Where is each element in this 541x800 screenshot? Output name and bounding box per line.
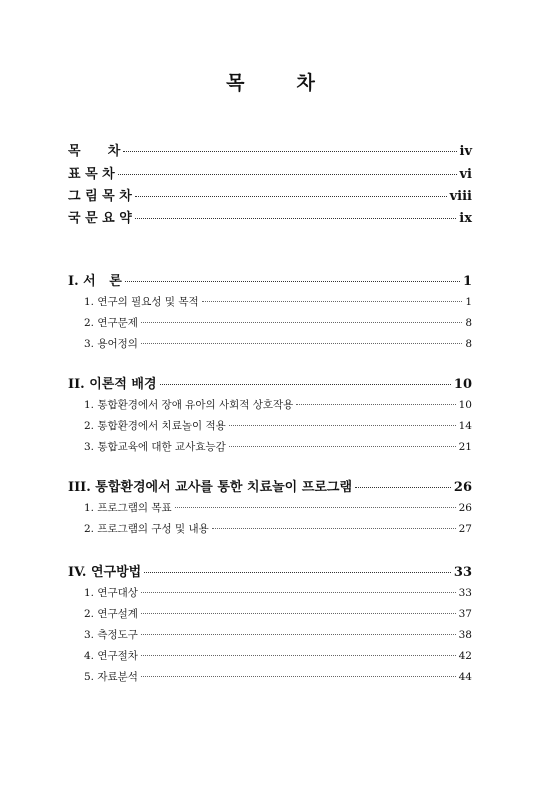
toc-entry-page: vi	[459, 167, 472, 182]
toc-section-label: 3. 통합교육에 대한 교사효능감	[84, 441, 226, 453]
toc-chapter-label: I. 서 론	[68, 274, 122, 289]
dot-leader	[141, 613, 456, 614]
toc-section-page: 33	[458, 587, 472, 599]
toc-section-label: 1. 연구의 필요성 및 목적	[84, 296, 199, 308]
toc-section-label: 5. 자료분석	[84, 671, 138, 683]
dot-leader	[135, 196, 447, 197]
dot-leader	[202, 301, 463, 302]
dot-leader	[229, 425, 456, 426]
toc-section-label: 3. 측정도구	[84, 629, 138, 641]
toc-front-entry[interactable]	[68, 140, 472, 159]
toc-entry-label: 목 차	[68, 144, 121, 159]
page-title-part1: 목	[226, 72, 245, 94]
toc-section-entry[interactable]	[68, 418, 472, 433]
toc-chapter-entry[interactable]	[68, 270, 472, 289]
toc-chapter-page: 33	[453, 565, 472, 580]
toc-entry-label: 국 문 요 약	[68, 211, 132, 226]
dot-leader	[141, 634, 456, 635]
toc-section-entry[interactable]	[68, 627, 472, 642]
toc-section-label: 4. 연구절차	[84, 650, 138, 662]
dot-leader	[296, 404, 455, 405]
toc-front-entry[interactable]	[68, 163, 472, 182]
toc-section-entry[interactable]	[68, 294, 472, 309]
toc-section-page: 38	[458, 629, 472, 641]
toc-entry-page: viii	[449, 189, 472, 204]
toc-section-page: 8	[465, 338, 472, 350]
toc-section-label: 2. 연구설계	[84, 608, 138, 620]
toc-chapter-page: 26	[453, 480, 472, 495]
toc-section-page: 1	[465, 296, 472, 308]
toc-section-entry[interactable]	[68, 439, 472, 454]
dot-leader	[123, 151, 456, 152]
dot-leader	[141, 343, 462, 344]
toc-entry-label: 그 림 목 차	[68, 189, 132, 204]
toc-section-page: 42	[458, 650, 472, 662]
toc-chapter-page: 10	[453, 377, 472, 392]
toc-section-page: 8	[465, 317, 472, 329]
toc-section-entry[interactable]	[68, 669, 472, 684]
dot-leader	[144, 572, 451, 573]
dot-leader	[118, 174, 457, 175]
dot-leader	[212, 528, 456, 529]
toc-section-entry[interactable]	[68, 521, 472, 536]
toc-section-label: 1. 연구대상	[84, 587, 138, 599]
toc-section-label: 2. 통합환경에서 치료놀이 적용	[84, 420, 226, 432]
dot-leader	[141, 322, 462, 323]
toc-section-label: 2. 프로그램의 구성 및 내용	[84, 523, 209, 535]
toc-chapter-label: IV. 연구방법	[68, 565, 142, 580]
toc-section-page: 14	[458, 420, 472, 432]
toc-section-page: 21	[458, 441, 472, 453]
toc-section-entry[interactable]	[68, 315, 472, 330]
toc-section-label: 1. 통합환경에서 장애 유아의 사회적 상호작용	[84, 399, 294, 411]
toc-entry-page: iv	[459, 144, 472, 159]
toc-section-page: 26	[458, 502, 472, 514]
page-title-part2: 차	[296, 72, 315, 94]
toc-section-label: 3. 용어정의	[84, 338, 138, 350]
toc-section-entry[interactable]	[68, 606, 472, 621]
toc-chapter-label: II. 이론적 배경	[68, 377, 157, 392]
toc-section-page: 37	[458, 608, 472, 620]
dot-leader	[135, 218, 456, 219]
toc-section-entry[interactable]	[68, 397, 472, 412]
toc-section-entry[interactable]	[68, 648, 472, 663]
dot-leader	[125, 281, 460, 282]
dot-leader	[141, 676, 456, 677]
toc-section-entry[interactable]	[68, 500, 472, 515]
toc-section-entry[interactable]	[68, 585, 472, 600]
dot-leader	[141, 655, 456, 656]
toc-section-page: 44	[458, 671, 472, 683]
toc-chapter-entry[interactable]	[68, 561, 472, 580]
toc-chapter-page: 1	[462, 274, 472, 289]
toc-section-label: 1. 프로그램의 목표	[84, 502, 172, 514]
toc-chapter-label: III. 통합환경에서 교사를 통한 치료놀이 프로그램	[68, 480, 353, 495]
toc-entry-page: ix	[459, 211, 472, 226]
dot-leader	[229, 446, 456, 447]
toc-section-page: 27	[458, 523, 472, 535]
dot-leader	[160, 384, 451, 385]
dot-leader	[355, 487, 451, 488]
toc-entry-label: 표 목 차	[68, 167, 115, 182]
toc-front-entry[interactable]	[68, 185, 472, 204]
toc-chapter-entry[interactable]	[68, 373, 472, 392]
toc-chapter-entry[interactable]	[68, 476, 472, 495]
toc-front-entry[interactable]	[68, 207, 472, 226]
toc-section-page: 10	[458, 399, 472, 411]
page-title	[0, 68, 541, 95]
toc-section-entry[interactable]	[68, 336, 472, 351]
dot-leader	[175, 507, 456, 508]
toc-section-label: 2. 연구문제	[84, 317, 138, 329]
dot-leader	[141, 592, 456, 593]
